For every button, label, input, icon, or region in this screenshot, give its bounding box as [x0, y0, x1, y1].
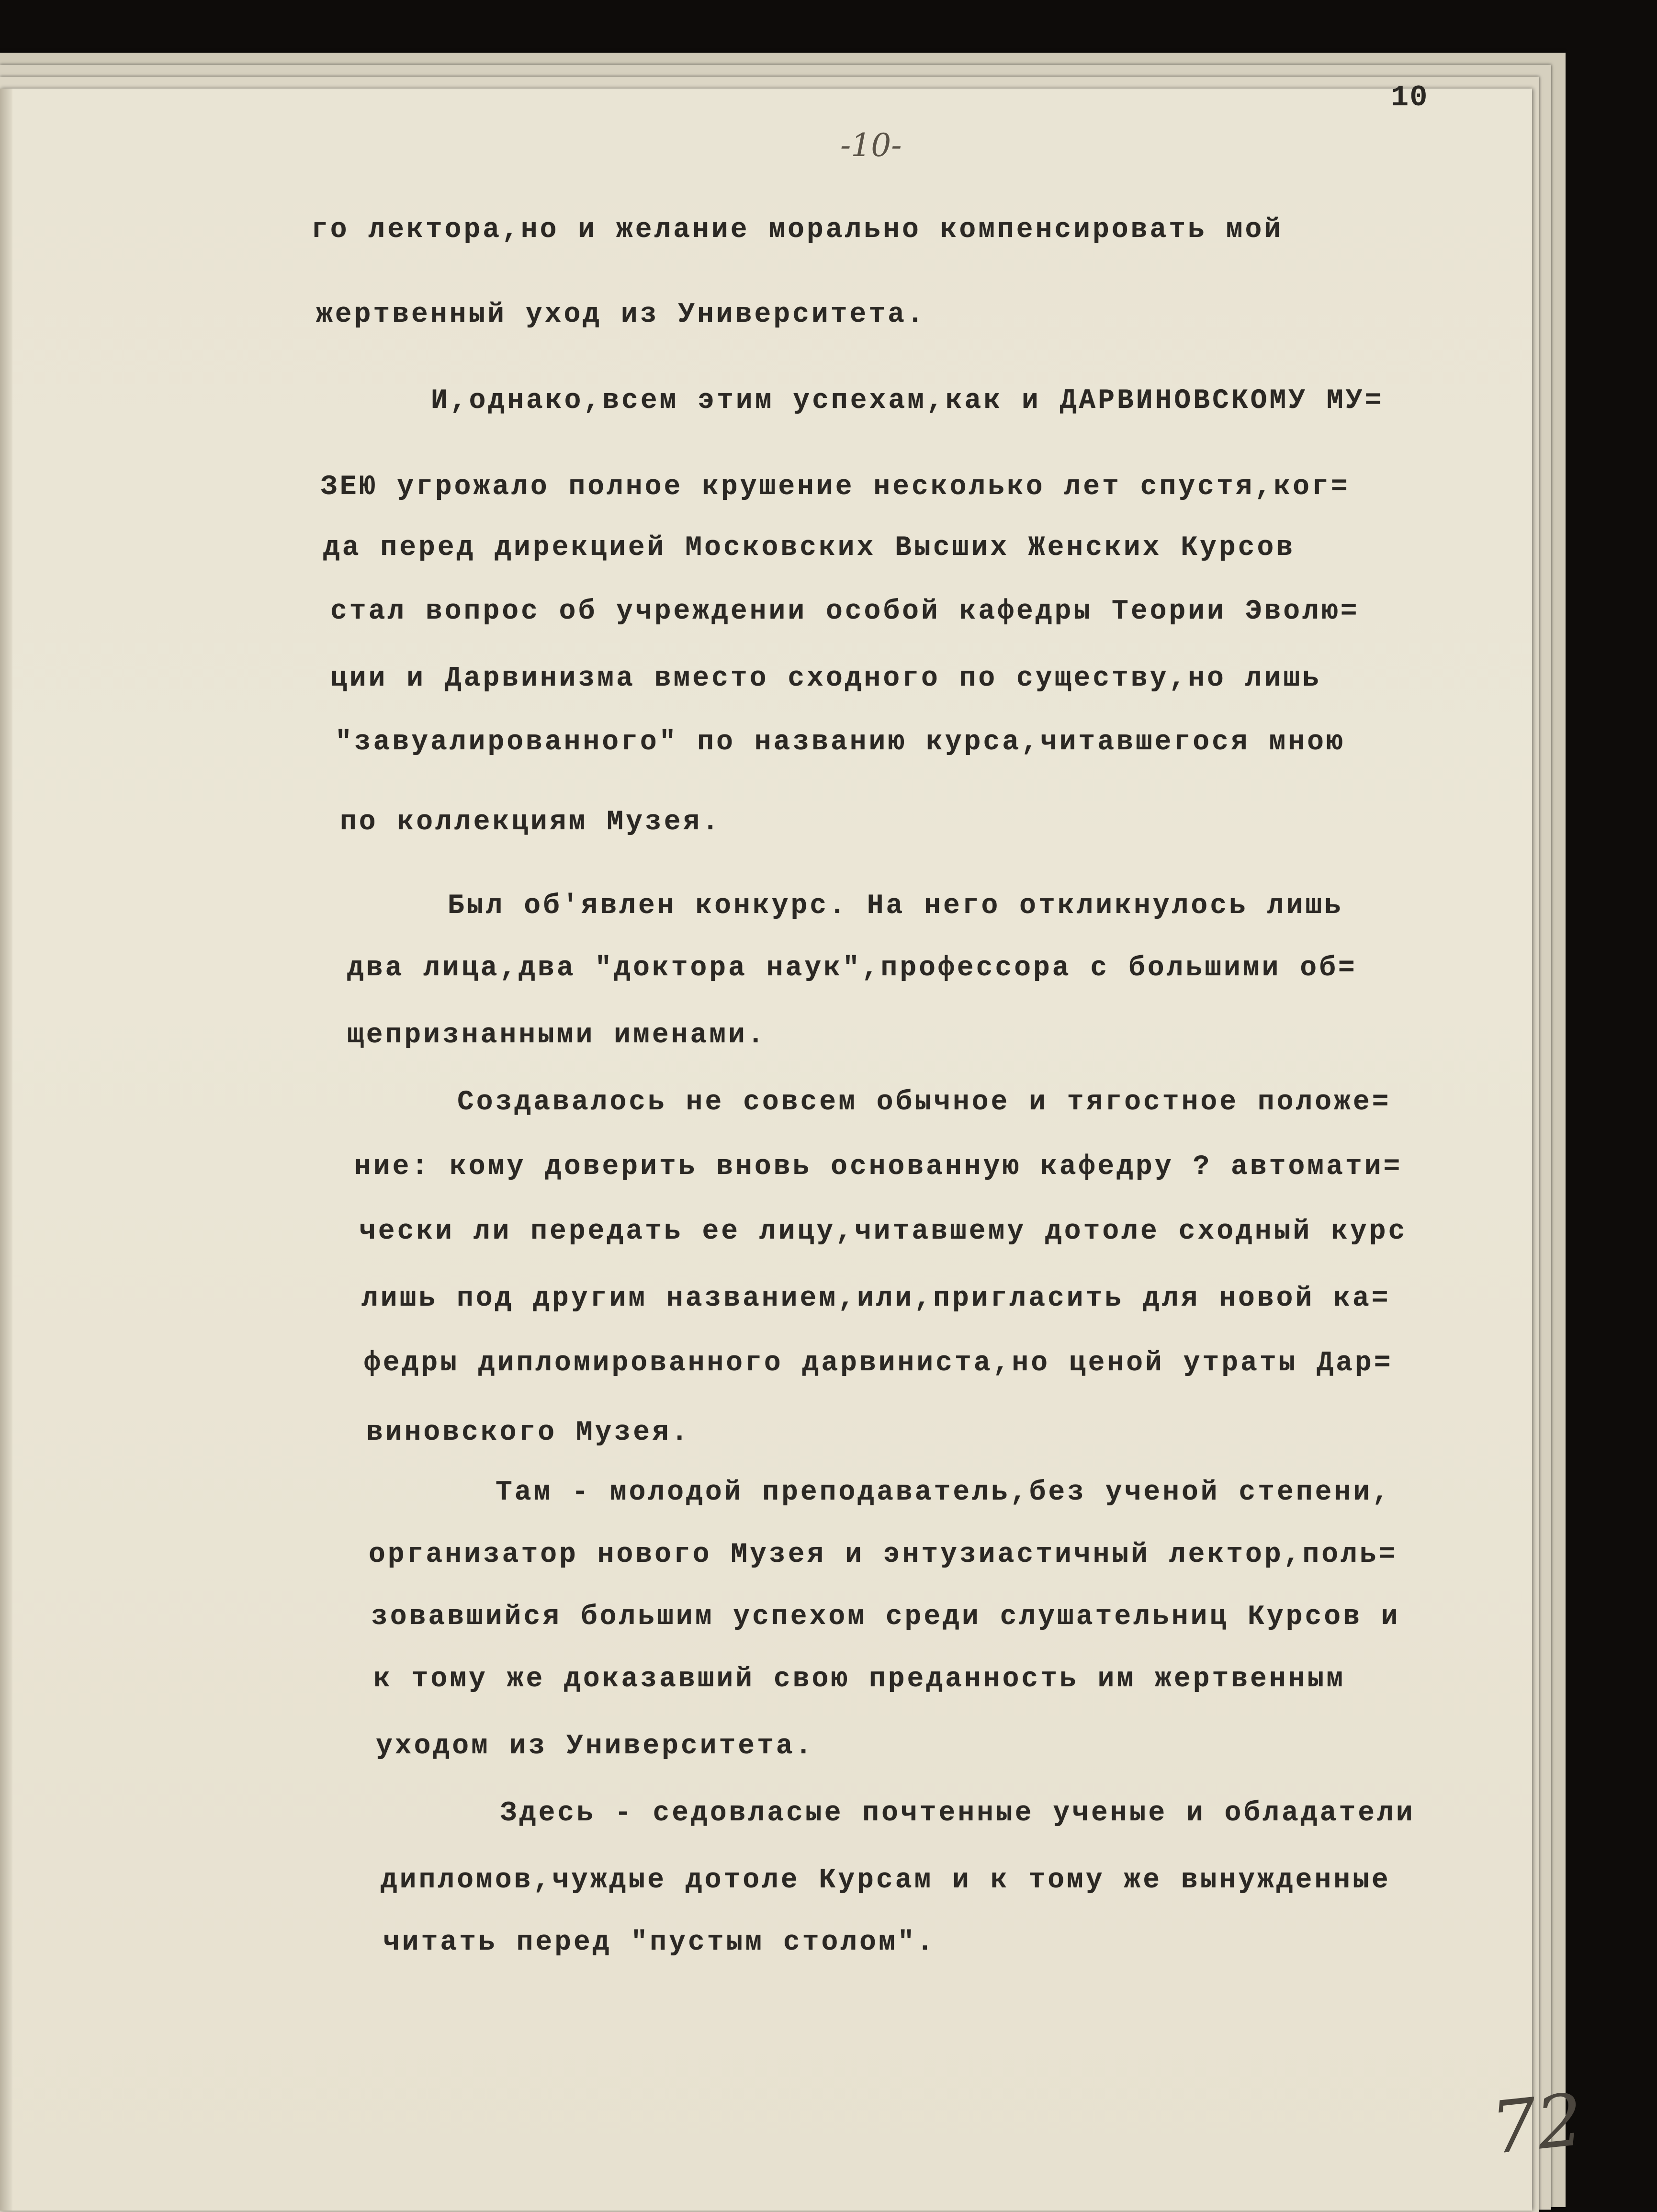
text-line: чески ли передать ее лицу,читавшему дотоле сходный курс: [359, 1216, 1408, 1247]
text-line: виновского Музея.: [366, 1417, 690, 1448]
text-line: к тому же доказавший свою преданность им жертвенным: [373, 1664, 1346, 1695]
text-line: дипломов,чуждые дотоле Курсам и к тому же вынужденные: [381, 1865, 1391, 1896]
text-line: И,однако,всем этим успехам,как и ДАРВИНОВСКОМУ МУ=: [431, 385, 1384, 417]
page-number-typed: 10: [1391, 80, 1429, 114]
text-line: уходом из Университета.: [376, 1731, 814, 1762]
text-line: да перед дирекцией Московских Высших Женских Курсов: [323, 532, 1296, 564]
text-line: щепризнанными именами.: [347, 1020, 767, 1051]
text-line: Был об'явлен конкурс. На него откликнулось лишь: [448, 891, 1343, 922]
text-line: по коллекциям Музея.: [340, 807, 721, 838]
text-line: организатор нового Музея и энтузиастичный лектор,поль=: [369, 1539, 1398, 1570]
text-line: Создавалось не совсем обычное и тягостное положе=: [457, 1087, 1391, 1118]
text-line: читать перед "пустым столом".: [383, 1927, 936, 1958]
text-line: Здесь - седовласые почтенные ученые и обладатели: [500, 1798, 1415, 1829]
text-line: ЗЕЮ угрожало полное крушение несколько лет спустя,ког=: [321, 472, 1350, 503]
text-line: ние: кому доверить вновь основанную кафедру ? автомати=: [354, 1151, 1403, 1183]
text-line: два лица,два "доктора наук",профессора с большими об=: [347, 953, 1357, 984]
text-line: го лектора,но и желание морально компенсировать мой: [311, 214, 1284, 246]
text-line: стал вопрос об учреждении особой кафедры Теории Эволю=: [330, 596, 1360, 627]
text-line: "завуалированного" по названию курса,читавшегося мною: [335, 727, 1345, 758]
archive-number-handwritten: 72: [1487, 2078, 1587, 2171]
text-line: лишь под другим названием,или,пригласить для новой ка=: [361, 1283, 1391, 1314]
text-line: жертвенный уход из Университета.: [316, 299, 926, 330]
text-line: Там - молодой преподаватель,без ученой степени,: [496, 1477, 1391, 1508]
page-number-handwritten: -10-: [840, 127, 902, 164]
text-line: федры дипломированного дарвиниста,но ценой утраты Дар=: [364, 1348, 1393, 1379]
text-line: ции и Дарвинизма вместо сходного по существу,но лишь: [330, 663, 1321, 694]
text-line: зовавшийся большим успехом среди слушательниц Курсов и: [371, 1602, 1400, 1633]
